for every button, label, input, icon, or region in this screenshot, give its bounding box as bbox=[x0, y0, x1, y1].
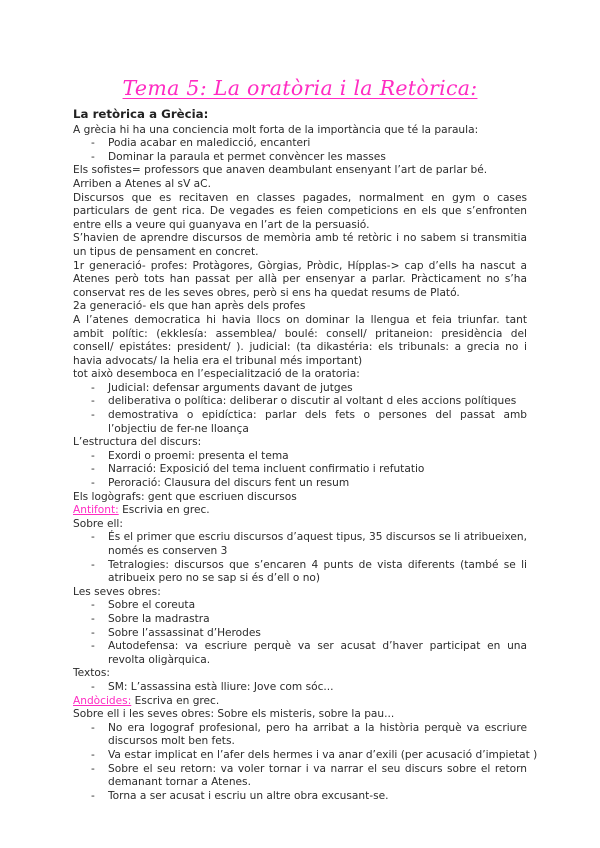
oratoria-list bbox=[73, 382, 527, 436]
antifont-line bbox=[73, 504, 527, 518]
antifont-list bbox=[73, 531, 527, 585]
segona-generacio-line: 2a generació- els que han après dels profes bbox=[73, 300, 306, 313]
page-title: Tema 5: La oratòria i la Retòrica: bbox=[122, 76, 478, 100]
list-item: - Sobre el seu retorn: va voler tornar i va narrar el seu discurs sobre el retorn demanant tornar a Atenes. bbox=[73, 763, 527, 790]
list-item: - Autodefensa: va escriure perquè va ser acusat d’haver participat en una revolta oligàrquica. bbox=[73, 640, 527, 667]
andocides-list bbox=[73, 721, 538, 804]
list-item: - Sobre l’assassinat d’Herodes bbox=[73, 627, 527, 641]
list-item: - Exordi o proemi: presenta el tema bbox=[73, 450, 527, 464]
textos-line: Textos: bbox=[73, 667, 110, 680]
estructura-line: L’estructura del discurs: bbox=[73, 436, 202, 449]
sobre-ell-line: Sobre ell: bbox=[73, 517, 123, 530]
sofistes-line: Els sofistes= professors que anaven deambulant ensenyant l’art de parlar bé. bbox=[73, 164, 488, 177]
list-item: - Judicial: defensar arguments davant de jutges bbox=[73, 382, 527, 396]
list-item: - Dominar la paraula et permet convèncer les masses bbox=[73, 151, 527, 165]
discursos-paragraph: Discursos que es recitaven en classes pagades, normalment en gym o cases particulars de gent rica. De vegades es feien competicions en els que s’enfronten entre ells a veure qui guanyava en l’art de la persuasió. bbox=[73, 191, 527, 231]
arriben-line: Arriben a Atenes al sV aC. bbox=[73, 177, 211, 190]
list-item: - Sobre la madrastra bbox=[73, 613, 527, 627]
logografs-line: Els logògrafs: gent que escriuen discursos bbox=[73, 490, 297, 503]
list-item: - SM: L’assassina està lliure: Jove com sóc... bbox=[73, 681, 527, 695]
list-item: - demostrativa o epidíctica: parlar dels fets o persones del passat amb l’objectiu de fer-ne lloança bbox=[73, 409, 527, 436]
list-item: - Torna a ser acusat i escriu un altre obra excusant-se. bbox=[73, 790, 527, 804]
democratica-paragraph: A l’atenes democratica hi havia llocs on dominar la llengua et feia triunfar. tant ambit polític: (ekklesía: assemblea/ boulé: consell/ pritaneion: presidència del consell/ epistátes: president/ ). judicial: (ta dikastéria: els tribunals: a grecia no i havia advocats/ la helia era el tribunal més important) bbox=[73, 313, 527, 367]
list-item: - Podia acabar en maledicció, encanteri bbox=[73, 137, 527, 151]
list-item: - Sobre el coreuta bbox=[73, 599, 527, 613]
andocides-link[interactable]: Andòcides: bbox=[73, 694, 132, 707]
obres-list bbox=[73, 599, 527, 667]
antifont-link[interactable]: Antifont: bbox=[73, 504, 119, 517]
paraula-list bbox=[73, 137, 527, 164]
list-item: - És el primer que escriu discursos d’aquest tipus, 35 discursos se li atribueixen, només es conserven 3 bbox=[73, 531, 527, 558]
list-item: - Va estar implicat en l’afer dels hermes i va anar d’exili (per acusació d’impietat ) bbox=[73, 749, 527, 763]
list-item: - deliberativa o política: deliberar o discutir al voltant d eles accions polítiques bbox=[73, 395, 527, 409]
notes-content bbox=[73, 107, 538, 803]
intro-line: A grècia hi ha una conciencia molt forta de la importància que té la paraula: bbox=[73, 123, 479, 136]
desemboca-line: tot això desemboca en l’especialització de la oratoria: bbox=[73, 368, 360, 381]
andocides-line bbox=[73, 695, 527, 709]
section-title: La retòrica a Grècia: bbox=[73, 107, 209, 121]
list-item: - No era logograf profesional, pero ha arribat a la història perquè va escriure discursos molt ben fets. bbox=[73, 722, 527, 749]
estructura-list bbox=[73, 450, 527, 491]
antifont-text: Escrivia en grec. bbox=[118, 504, 210, 517]
list-item: - Peroració: Clausura del discurs fent un resum bbox=[73, 477, 527, 491]
sobre-ell-obres-line: Sobre ell i les seves obres: Sobre els misteris, sobre la pau... bbox=[73, 708, 395, 721]
andocides-text: Escriva en grec. bbox=[131, 694, 220, 707]
seves-obres-line: Les seves obres: bbox=[73, 585, 161, 598]
textos-list bbox=[73, 681, 527, 695]
list-item: - Tetralogies: discursos que s’encaren 4 punts de vista diferents (també se li atribueix pero no se sap si és d’ell o no) bbox=[73, 559, 527, 586]
list-item: - Narració: Exposició del tema incluent confirmatio i refutatio bbox=[73, 463, 527, 477]
memoria-paragraph: S’havien de aprendre discursos de memòria amb té retòric i no sabem si transmitia un tipus de pensament en concret. bbox=[73, 232, 527, 258]
primera-generacio-paragraph: 1r generació- profes: Protàgores, Gòrgias, Pròdic, Hípplas-> cap d’ells ha nascut a Atenes però tots han passat per allà per ensenyar a parlar. Pràcticament no s’ha conservat res de les seves obres, però si ens ha quedat resums de Plató. bbox=[73, 259, 527, 299]
